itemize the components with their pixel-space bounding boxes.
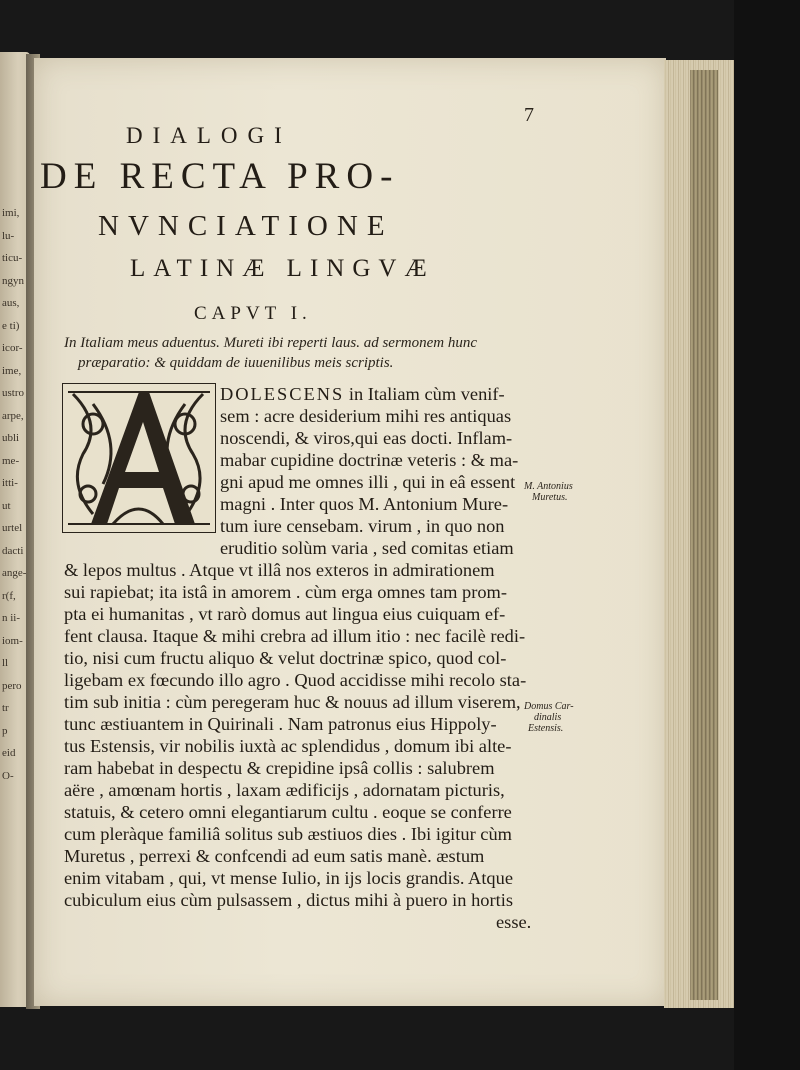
page-number: 7: [524, 104, 534, 126]
body-line: tio, nisi cum fructu aliquo & velut doctrinæ spico, quod col-: [64, 648, 507, 668]
left-page-fragment: ime,: [2, 364, 22, 377]
left-page-fragment: me-: [2, 454, 20, 467]
title-latinae-linguae: LATINÆ LINGVÆ: [130, 255, 435, 282]
body-line: cum pleràque familiâ solitus sub æstiuos dies . Ibi igitur cùm: [64, 824, 512, 844]
margin-note-line: dinalis: [534, 712, 562, 723]
left-page-fragment: imi,: [2, 207, 20, 219]
body-line: enim vitabam , qui, vt mense Iulio, in ijs locis grandis. Atque: [64, 868, 513, 888]
left-page-fragment: ll: [2, 657, 9, 669]
left-page-fragment: lu-: [2, 229, 15, 242]
title-de-recta: DE RECTA PRO-: [40, 156, 400, 197]
chapter-summary: [64, 333, 544, 373]
left-page-fragment: itti-: [2, 477, 18, 489]
body-line: noscendi, & viros,qui eas docti. Inflam-: [220, 428, 513, 448]
left-page-fragment: tr: [2, 702, 9, 714]
left-page-fragment: dacti: [2, 544, 24, 557]
left-page-fragment: iom-: [2, 634, 23, 647]
margin-note-muretus: [524, 481, 573, 503]
decorated-initial-a-icon: [63, 384, 215, 532]
catchword: esse.: [496, 912, 532, 932]
chapter-heading: CAPVT I.: [194, 303, 312, 324]
body-line: tunc æstiuantem in Quirinali . Nam patronus eius Hippoly-: [64, 714, 497, 734]
body-line: Muretus , perrexi & confcendi ad eum satis manè. æstum: [64, 846, 485, 866]
body-line: tum iure censebam. virum , in quo non: [220, 516, 505, 536]
page-stack-shadow: [690, 70, 718, 1000]
body-line: gni apud me omnes illi , qui in eâ essent: [220, 472, 516, 492]
left-page-fragment: ubli: [2, 432, 20, 444]
line-text: in Italiam cùm venif-: [344, 384, 505, 404]
left-page-fragment: O-: [2, 769, 14, 782]
body-line: tim sub initia : cùm peregeram huc & nouus ad illum viserem,: [64, 692, 521, 712]
left-page-fragment: aus,: [2, 297, 20, 309]
summary-line: In Italiam meus aduentus. Mureti ibi reperti laus. ad sermonem hunc: [64, 335, 478, 351]
body-line: ram habebat in despectu & crepidine ipsâ collis : salubrem: [64, 758, 495, 778]
margin-note-line: Muretus.: [532, 492, 568, 503]
left-page-fragment: n ii-: [2, 612, 21, 624]
body-line: & lepos multus . Atque vt illâ nos exteros in admirationem: [64, 560, 495, 580]
body-line: cubiculum eius cùm pulsassem , dictus mihi à puero in hortis: [64, 890, 513, 910]
left-page-fragment: urtel: [2, 522, 23, 534]
body-line: mabar cupidine doctrinæ veteris : & ma-: [220, 450, 519, 470]
left-page-fragment: ngyn: [2, 274, 24, 287]
body-line: fent clausa. Itaque & mihi crebra ad illum itio : nec facilè redi-: [64, 626, 526, 646]
left-page-fragment: pero: [2, 679, 22, 692]
margin-note-line: M. Antonius: [524, 481, 573, 492]
left-page-fragment: ut: [2, 499, 11, 512]
left-page-fragment: ustro: [2, 387, 24, 399]
left-page-fragment: icor-: [2, 342, 23, 354]
body-line: sem : acre desiderium mihi res antiquas: [220, 406, 512, 426]
margin-note-domus: [524, 701, 574, 734]
body-line: magni . Inter quos M. Antonium Mure-: [220, 494, 509, 514]
left-page-fragment: ange-: [2, 567, 27, 579]
body-line: aëre , amœnam hortis , laxam ædificijs , adornatam picturis,: [64, 780, 505, 800]
body-line: statuis, & cetero omni elegantiarum cultu . eoque se conferre: [64, 802, 512, 822]
margin-note-line: Estensis.: [528, 723, 564, 734]
opening-word: DOLESCENS: [220, 384, 345, 404]
summary-line: præparatio: & quiddam de iuuenilibus meis scriptis.: [78, 355, 394, 371]
body-line: pta ei humanitas , vt rarò domus aut lingua eius cuiquam ef-: [64, 604, 506, 624]
body-line: tus Estensis, vir nobilis iuxtà ac splendidus , domum ibi alte-: [64, 736, 512, 756]
left-page-fragment: eid: [2, 747, 16, 759]
title-dialogi: DIALOGI: [126, 123, 292, 148]
left-page-fragment: r(f,: [2, 589, 16, 602]
margin-note-line: Domus Car-: [524, 701, 574, 712]
title-nunciatione: NVNCIATIONE: [98, 210, 394, 242]
left-page-fragment: e ti): [2, 319, 20, 332]
body-line: sui rapiebat; ita istâ in amorem . cùm erga omnes tam prom-: [64, 582, 507, 602]
body-line: ligebam ex fœcundo illo agro . Quod accidisse mihi recolo sta-: [64, 670, 527, 690]
left-page-fragment: arpe,: [2, 409, 24, 422]
book-page: [34, 58, 666, 1006]
body-line: eruditio solùm varia , sed comitas etiam: [220, 538, 514, 558]
left-page-fragment: p: [2, 724, 8, 737]
left-page-fragment: ticu-: [2, 252, 23, 264]
decorated-initial: [62, 383, 216, 533]
book-cover-right: [734, 0, 800, 1070]
